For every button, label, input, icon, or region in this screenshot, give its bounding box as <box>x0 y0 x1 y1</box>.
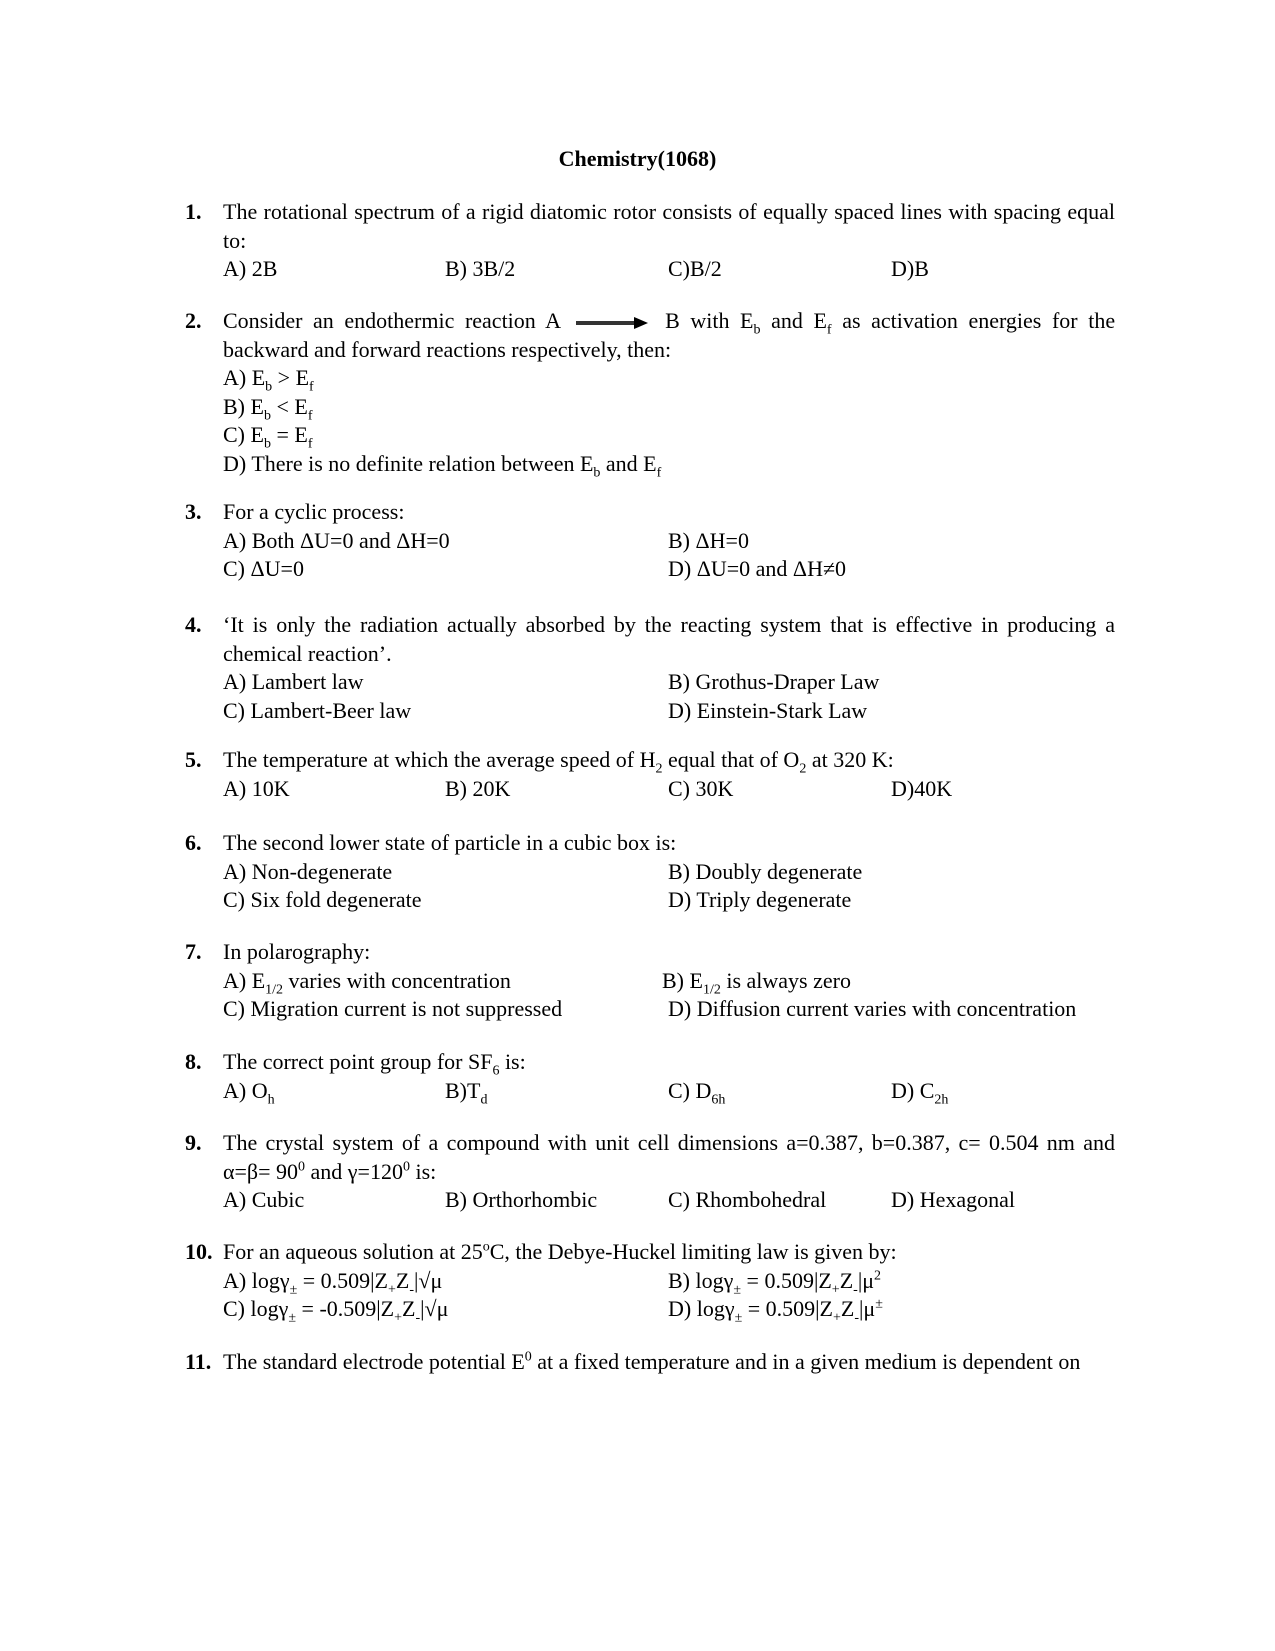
question-11 <box>185 1348 1115 1377</box>
option-b: B) Doubly degenerate <box>668 858 863 884</box>
question-text-part: Consider an endothermic reaction A <box>223 308 560 333</box>
question-text-part: B with E <box>665 308 754 333</box>
options-row <box>223 1267 1115 1296</box>
subscript: f <box>826 322 832 338</box>
option-d: D) $C_{2h}$ <box>891 1077 949 1107</box>
question-number: 3. <box>185 499 202 524</box>
question-8 <box>185 1048 1115 1105</box>
question-2 <box>185 307 1115 478</box>
option-a: A) Cubic <box>223 1187 305 1212</box>
question-7 <box>185 938 1115 1024</box>
option-c: C) 30K <box>668 775 734 801</box>
options-row <box>223 527 1115 556</box>
option-c: C) Migration current is not suppressed <box>223 996 563 1021</box>
question-text: For an aqueous solution at 25$^o$C, the Debye-Huckel limiting law is given by: <box>223 1239 897 1264</box>
option-a: A) 10K <box>223 775 290 801</box>
option-b: B) $\log\gamma_\pm = 0.509|Z_+Z_-|\mu^2$ <box>668 1267 882 1297</box>
option-a: A) $\log\gamma_\pm = 0.509|Z_+Z_-|√\mu$ <box>223 1267 443 1297</box>
question-number: 7. <box>185 939 202 964</box>
question-text: The rotational spectrum of a rigid diatomic rotor consists of equally spaced lines with spacing equal to: <box>223 199 1115 253</box>
option-c: C) $\log\gamma_\pm = -0.509|Z_+Z_-|√\mu$ <box>223 1296 449 1326</box>
options-row <box>223 555 1115 584</box>
option-c: C) Rhombohedral <box>668 1187 827 1212</box>
option-c: C) $D_{6h}$ <box>668 1077 726 1107</box>
options-row <box>223 995 1115 1024</box>
option-d: D)B <box>891 256 929 281</box>
option-d: D) Triply degenerate <box>668 887 852 912</box>
option-b: B) ΔH=0 <box>668 527 749 553</box>
question-text-part: as activation energies for the backward and forward reactions respectively, then: <box>223 308 1116 362</box>
option-a: A) Lambert law <box>223 669 364 694</box>
option-c: C) ΔU=0 <box>223 556 304 581</box>
option-d: D) Einstein-Stark Law <box>668 697 868 723</box>
option-c: C)B/2 <box>668 256 722 281</box>
option-d: D) Hexagonal <box>891 1187 1016 1212</box>
question-text: ‘It is only the radiation actually absorbed by the reacting system that is effective in producing a chemical reaction’. <box>223 612 1115 666</box>
question-text: The crystal system of a compound with unit cell dimensions a=0.387, b=0.387, c= 0.504 nm and $\alpha=\beta= 90^0$ and $\gamma=120^0$ is: <box>223 1130 1115 1184</box>
option-a: A) $E_b > E_f$ <box>223 365 314 395</box>
options-row <box>223 1295 1115 1324</box>
option-b: B) Orthorhombic <box>445 1187 598 1212</box>
reaction-arrow-icon <box>576 317 648 329</box>
question-number: 5. <box>185 747 202 772</box>
options-row <box>223 1077 1115 1106</box>
question-number: 11. <box>185 1349 212 1374</box>
option-c: C) $E_b = E_f$ <box>223 422 313 452</box>
option-a: A) 2B <box>223 256 278 281</box>
question-10 <box>185 1238 1115 1324</box>
option-b: B) 20K <box>445 775 511 801</box>
question-number: 8. <box>185 1049 202 1074</box>
option-a: A) $E_{1/2}$ varies with concentration <box>223 967 511 997</box>
option-d: D)40K <box>891 775 953 801</box>
option-c: C) Six fold degenerate <box>223 887 422 912</box>
question-text: The temperature at which the average speed of $H_2$ equal that of $O_2$ at 320 K: <box>223 747 894 777</box>
question-text: The standard electrode potential $E^0$ at a fixed temperature and in a given medium is dependent on <box>223 1349 1081 1374</box>
question-9 <box>185 1129 1115 1215</box>
question-text <box>223 307 1115 364</box>
options-row <box>223 967 1115 996</box>
question-4 <box>185 611 1115 725</box>
option-a: A) Both ΔU=0 and ΔH=0 <box>223 527 450 553</box>
option-d: D) $\log\gamma_\pm = 0.509|Z_+Z_-|\mu^\pm$ <box>668 1296 883 1326</box>
subscript: b <box>753 322 761 338</box>
question-text: For a cyclic process: <box>223 499 405 524</box>
option-b: B) $E_{1/2}$ is always zero <box>662 967 851 997</box>
options-row <box>223 1186 1115 1215</box>
question-3 <box>185 498 1115 584</box>
question-number: 9. <box>185 1130 202 1155</box>
question-1 <box>185 198 1115 284</box>
option-a: A) $O_h$ <box>223 1077 275 1107</box>
question-number: 1. <box>185 199 202 224</box>
option-c: C) Lambert-Beer law <box>223 697 412 723</box>
question-text-part: and E <box>771 308 827 333</box>
option-b: $B)T_d$ <box>445 1077 488 1107</box>
question-5 <box>185 746 1115 803</box>
question-6 <box>185 829 1115 915</box>
options-row <box>223 775 1115 804</box>
option-b: B) $E_b < E_f$ <box>223 393 313 423</box>
question-number: 6. <box>185 830 202 855</box>
options-row <box>223 697 1115 726</box>
option-d: D) Diffusion current varies with concentration <box>668 996 1077 1021</box>
question-number: 4. <box>185 612 202 637</box>
option-b: B) 3B/2 <box>445 256 516 281</box>
question-text: In polarography: <box>223 939 371 964</box>
page-title: Chemistry(1068) <box>558 146 717 171</box>
option-b: B) Grothus-Draper Law <box>668 669 880 694</box>
options-row <box>223 255 1115 284</box>
option-d: D) ΔU=0 and ΔH≠0 <box>668 556 847 581</box>
question-number: 2. <box>185 308 202 333</box>
question-text: The correct point group for $SF_6$ is: <box>223 1049 526 1079</box>
option-a: A) Non-degenerate <box>223 858 393 884</box>
options-row <box>223 886 1115 915</box>
option-d: D) There is no definite relation between $E_b$ and $E_f$ <box>223 450 662 480</box>
question-number: 10. <box>185 1239 213 1264</box>
options-row <box>223 858 1115 887</box>
question-text: The second lower state of particle in a cubic box is: <box>223 830 677 855</box>
options-row <box>223 668 1115 697</box>
